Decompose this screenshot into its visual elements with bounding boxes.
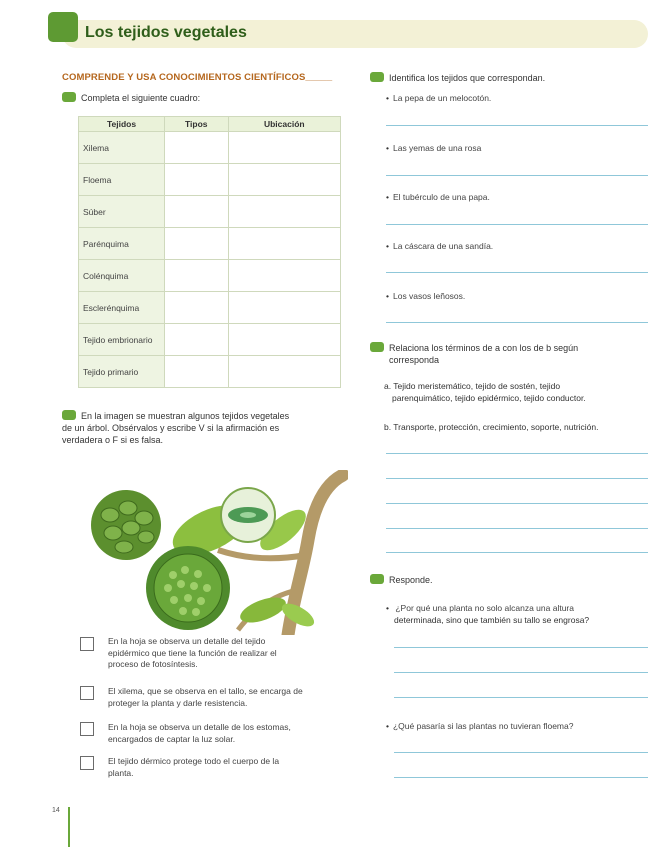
exercise-1-instruction: Completa el siguiente cuadro: (62, 92, 200, 104)
question-1-continued: determinada, sino que también su tallo se engrosa? (394, 615, 590, 625)
tipos-cell[interactable] (165, 132, 229, 164)
answer-line[interactable] (394, 777, 648, 778)
exercise-marker-icon (370, 574, 384, 584)
identify-item: • El tubérculo de una papa. (386, 191, 490, 203)
tipos-cell[interactable] (165, 292, 229, 324)
answer-line[interactable] (386, 322, 648, 323)
answer-line[interactable] (386, 224, 648, 225)
exercise-marker-icon (62, 92, 76, 102)
ubicacion-cell[interactable] (228, 324, 340, 356)
stomata-pore (240, 512, 256, 518)
section-heading: COMPRENDE Y USA CONOCIMIENTOS CIENTÍFICOS_____ (62, 72, 333, 83)
column-header: Tipos (165, 117, 229, 132)
exercise-marker-icon (370, 72, 384, 82)
table-row (79, 356, 341, 388)
tipos-cell[interactable] (165, 260, 229, 292)
column-header: Ubicación (228, 117, 340, 132)
answer-line[interactable] (386, 528, 648, 529)
statement-1: En la hoja se observa un detalle del tejido epidérmico que tiene la función de realizar el proceso de fotosíntesis. (108, 636, 277, 669)
ubicacion-cell[interactable] (228, 260, 340, 292)
answer-line[interactable] (394, 752, 648, 753)
page-number: 14 (52, 807, 60, 814)
table-row (79, 164, 341, 196)
exercise-3-instruction: Identifica los tejidos que correspondan. (370, 72, 545, 84)
tipos-cell[interactable] (165, 356, 229, 388)
identify-item: • Las yemas de una rosa (386, 142, 481, 154)
tipos-cell[interactable] (165, 228, 229, 260)
ubicacion-cell[interactable] (228, 292, 340, 324)
tipos-cell[interactable] (165, 164, 229, 196)
title-square-icon (48, 12, 78, 42)
answer-line[interactable] (386, 478, 648, 479)
statement-2: El xilema, que se observa en el tallo, se encarga de proteger la planta y darle resistencia. (108, 686, 303, 708)
tejido-name: Floema (79, 164, 165, 196)
answer-line[interactable] (386, 552, 648, 553)
answer-line[interactable] (394, 672, 648, 673)
tejidos-table (78, 116, 341, 388)
table-row (79, 132, 341, 164)
exercise-4-instruction: Relaciona los términos de a con los de b según corresponda (370, 342, 650, 366)
identify-item: • La cáscara de una sandía. (386, 240, 493, 252)
table-row (79, 228, 341, 260)
tipos-cell[interactable] (165, 196, 229, 228)
answer-line[interactable] (386, 125, 648, 126)
ubicacion-cell[interactable] (228, 228, 340, 260)
exercise-marker-icon (62, 410, 76, 420)
answer-line[interactable] (386, 175, 648, 176)
table-row (79, 292, 341, 324)
tejido-name: Colénquima (79, 260, 165, 292)
terms-a: a. Tejido meristemático, tejido de sostén, tejido parenquimático, tejido epidérmico, tejido conductor. (384, 381, 586, 403)
table-row (79, 260, 341, 292)
table-row (79, 196, 341, 228)
statement-4: El tejido dérmico protege todo el cuerpo de la planta. (108, 756, 280, 778)
tejido-name: Esclerénquima (79, 292, 165, 324)
plant-tissue-illustration (88, 470, 348, 635)
exercise-marker-icon (370, 342, 384, 352)
true-false-checkbox[interactable] (80, 686, 94, 700)
ubicacion-cell[interactable] (228, 164, 340, 196)
column-header: Tejidos (79, 117, 165, 132)
true-false-checkbox[interactable] (80, 756, 94, 770)
answer-line[interactable] (394, 647, 648, 648)
exercise-2-instruction: En la imagen se muestran algunos tejidos vegetales de un árbol. Obsérvalos y escribe V si la afirmación es verdadera o F si es falsa. (62, 411, 290, 445)
question-2: • ¿Qué pasaría si las plantas no tuvieran floema? (386, 720, 573, 732)
answer-line[interactable] (386, 503, 648, 504)
tejido-name: Parénquima (79, 228, 165, 260)
tejido-name: Tejido embrionario (79, 324, 165, 356)
exercise-5-instruction: Responde. (370, 574, 433, 586)
tejido-name: Súber (79, 196, 165, 228)
branch-twig (218, 550, 306, 558)
page-title: Los tejidos vegetales (85, 24, 247, 41)
true-false-checkbox[interactable] (80, 722, 94, 736)
identify-item: • Los vasos leñosos. (386, 290, 465, 302)
true-false-checkbox[interactable] (80, 637, 94, 651)
ubicacion-cell[interactable] (228, 132, 340, 164)
tipos-cell[interactable] (165, 324, 229, 356)
ubicacion-cell[interactable] (228, 196, 340, 228)
statement-3: En la hoja se observa un detalle de los estomas, encargados de captar la luz solar. (108, 722, 291, 744)
tejido-name: Tejido primario (79, 356, 165, 388)
ubicacion-cell[interactable] (228, 356, 340, 388)
question-1: • ¿Por qué una planta no solo alcanza una altura (386, 602, 648, 614)
page-bar (68, 807, 70, 847)
tejido-name: Xilema (79, 132, 165, 164)
answer-line[interactable] (386, 272, 648, 273)
terms-b: b. Transporte, protección, crecimiento, soporte, nutrición. (384, 422, 599, 432)
answer-line[interactable] (394, 697, 648, 698)
table-row (79, 324, 341, 356)
identify-item: • La pepa de un melocotón. (386, 92, 491, 104)
answer-line[interactable] (386, 453, 648, 454)
